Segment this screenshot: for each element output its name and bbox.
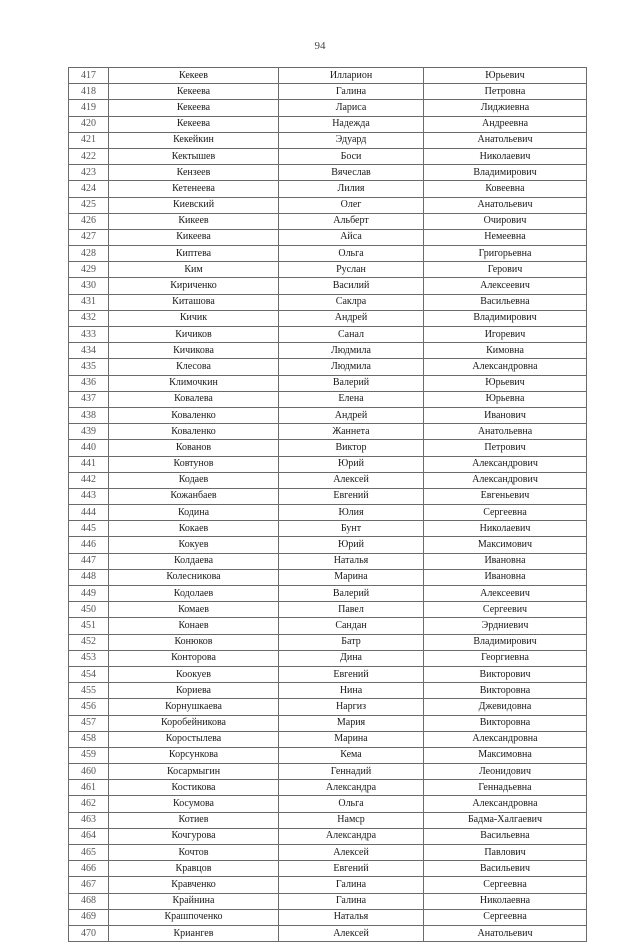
row-number: 419 bbox=[69, 100, 109, 116]
row-number: 420 bbox=[69, 116, 109, 132]
row-number: 462 bbox=[69, 796, 109, 812]
last-name: Котиев bbox=[109, 812, 279, 828]
table-row bbox=[69, 780, 587, 796]
last-name: Криангев bbox=[109, 925, 279, 941]
row-number: 427 bbox=[69, 229, 109, 245]
table-row bbox=[69, 569, 587, 585]
row-number: 465 bbox=[69, 845, 109, 861]
row-number: 449 bbox=[69, 586, 109, 602]
patronymic: Сергеевна bbox=[424, 505, 587, 521]
patronymic: Викторовна bbox=[424, 683, 587, 699]
row-number: 421 bbox=[69, 132, 109, 148]
patronymic: Викторовна bbox=[424, 715, 587, 731]
table-row bbox=[69, 553, 587, 569]
row-number: 435 bbox=[69, 359, 109, 375]
first-name: Василий bbox=[279, 278, 424, 294]
table-row bbox=[69, 812, 587, 828]
last-name: Кованов bbox=[109, 440, 279, 456]
first-name: Марина bbox=[279, 731, 424, 747]
last-name: Комаев bbox=[109, 602, 279, 618]
row-number: 461 bbox=[69, 780, 109, 796]
first-name: Людмила bbox=[279, 359, 424, 375]
patronymic: Николаевич bbox=[424, 521, 587, 537]
patronymic: Александрович bbox=[424, 456, 587, 472]
row-number: 450 bbox=[69, 602, 109, 618]
row-number: 468 bbox=[69, 893, 109, 909]
row-number: 436 bbox=[69, 375, 109, 391]
first-name: Наргиз bbox=[279, 699, 424, 715]
row-number: 457 bbox=[69, 715, 109, 731]
last-name: Корсункова bbox=[109, 747, 279, 763]
table-row bbox=[69, 197, 587, 213]
first-name: Надежда bbox=[279, 116, 424, 132]
patronymic: Юрьевич bbox=[424, 68, 587, 84]
first-name: Валерий bbox=[279, 586, 424, 602]
first-name: Санал bbox=[279, 327, 424, 343]
row-number: 469 bbox=[69, 909, 109, 925]
patronymic: Васильевич bbox=[424, 861, 587, 877]
patronymic: Григорьевна bbox=[424, 246, 587, 262]
last-name: Конюков bbox=[109, 634, 279, 650]
row-number: 422 bbox=[69, 148, 109, 164]
patronymic: Иванович bbox=[424, 407, 587, 423]
table-row bbox=[69, 407, 587, 423]
last-name: Колесникова bbox=[109, 569, 279, 585]
patronymic: Сергеевна bbox=[424, 909, 587, 925]
patronymic: Петрович bbox=[424, 440, 587, 456]
patronymic: Ковеевна bbox=[424, 181, 587, 197]
first-name: Руслан bbox=[279, 262, 424, 278]
first-name: Лариса bbox=[279, 100, 424, 116]
first-name: Галина bbox=[279, 893, 424, 909]
table-row bbox=[69, 796, 587, 812]
last-name: Кожанбаев bbox=[109, 488, 279, 504]
row-number: 447 bbox=[69, 553, 109, 569]
patronymic: Александровна bbox=[424, 359, 587, 375]
first-name: Андрей bbox=[279, 310, 424, 326]
last-name: Ковтунов bbox=[109, 456, 279, 472]
patronymic: Джевидовна bbox=[424, 699, 587, 715]
patronymic: Немеевна bbox=[424, 229, 587, 245]
table-row bbox=[69, 359, 587, 375]
patronymic: Владимирович bbox=[424, 165, 587, 181]
row-number: 432 bbox=[69, 310, 109, 326]
first-name: Галина bbox=[279, 877, 424, 893]
last-name: Кикеев bbox=[109, 213, 279, 229]
row-number: 429 bbox=[69, 262, 109, 278]
table-row bbox=[69, 165, 587, 181]
first-name: Жаннета bbox=[279, 424, 424, 440]
table-row bbox=[69, 424, 587, 440]
patronymic: Петровна bbox=[424, 84, 587, 100]
table-row bbox=[69, 537, 587, 553]
patronymic: Кимовна bbox=[424, 343, 587, 359]
table-row bbox=[69, 472, 587, 488]
table-row bbox=[69, 925, 587, 941]
last-name: Кориева bbox=[109, 683, 279, 699]
row-number: 431 bbox=[69, 294, 109, 310]
table-row bbox=[69, 828, 587, 844]
table-row bbox=[69, 666, 587, 682]
patronymic: Васильевна bbox=[424, 294, 587, 310]
first-name: Алексей bbox=[279, 472, 424, 488]
table-row bbox=[69, 391, 587, 407]
row-number: 425 bbox=[69, 197, 109, 213]
last-name: Кекейкин bbox=[109, 132, 279, 148]
patronymic: Викторович bbox=[424, 666, 587, 682]
roster-body bbox=[69, 68, 587, 942]
table-row bbox=[69, 602, 587, 618]
first-name: Павел bbox=[279, 602, 424, 618]
last-name: Крайнина bbox=[109, 893, 279, 909]
row-number: 454 bbox=[69, 666, 109, 682]
table-row bbox=[69, 310, 587, 326]
last-name: Кетенеева bbox=[109, 181, 279, 197]
table-row bbox=[69, 68, 587, 84]
last-name: Конаев bbox=[109, 618, 279, 634]
patronymic: Юрьевна bbox=[424, 391, 587, 407]
first-name: Юрий bbox=[279, 537, 424, 553]
table-row bbox=[69, 84, 587, 100]
patronymic: Лиджиевна bbox=[424, 100, 587, 116]
table-row bbox=[69, 505, 587, 521]
row-number: 460 bbox=[69, 764, 109, 780]
first-name: Вячеслав bbox=[279, 165, 424, 181]
last-name: Кочтов bbox=[109, 845, 279, 861]
first-name: Намср bbox=[279, 812, 424, 828]
row-number: 424 bbox=[69, 181, 109, 197]
table-row bbox=[69, 699, 587, 715]
table-row bbox=[69, 747, 587, 763]
first-name: Ольга bbox=[279, 246, 424, 262]
first-name: Илларион bbox=[279, 68, 424, 84]
page-number: 94 bbox=[314, 40, 326, 52]
first-name: Лилия bbox=[279, 181, 424, 197]
row-number: 443 bbox=[69, 488, 109, 504]
patronymic: Очирович bbox=[424, 213, 587, 229]
patronymic: Алексеевич bbox=[424, 586, 587, 602]
last-name: Кекеева bbox=[109, 100, 279, 116]
row-number: 466 bbox=[69, 861, 109, 877]
row-number: 437 bbox=[69, 391, 109, 407]
first-name: Алексей bbox=[279, 925, 424, 941]
table-row bbox=[69, 586, 587, 602]
last-name: Ким bbox=[109, 262, 279, 278]
last-name: Корнушкаева bbox=[109, 699, 279, 715]
table-row bbox=[69, 375, 587, 391]
first-name: Альберт bbox=[279, 213, 424, 229]
table-row bbox=[69, 488, 587, 504]
last-name: Кодина bbox=[109, 505, 279, 521]
patronymic: Анатольевич bbox=[424, 132, 587, 148]
last-name: Клесова bbox=[109, 359, 279, 375]
last-name: Коробейникова bbox=[109, 715, 279, 731]
table-row bbox=[69, 116, 587, 132]
last-name: Ковалева bbox=[109, 391, 279, 407]
first-name: Сандан bbox=[279, 618, 424, 634]
last-name: Кичик bbox=[109, 310, 279, 326]
patronymic: Леонидович bbox=[424, 764, 587, 780]
row-number: 453 bbox=[69, 650, 109, 666]
patronymic: Владимирович bbox=[424, 310, 587, 326]
patronymic: Андреевна bbox=[424, 116, 587, 132]
first-name: Юлия bbox=[279, 505, 424, 521]
table-row bbox=[69, 294, 587, 310]
row-number: 459 bbox=[69, 747, 109, 763]
last-name: Киевский bbox=[109, 197, 279, 213]
table-row bbox=[69, 229, 587, 245]
row-number: 458 bbox=[69, 731, 109, 747]
patronymic: Герович bbox=[424, 262, 587, 278]
patronymic: Александровна bbox=[424, 731, 587, 747]
patronymic: Александровна bbox=[424, 796, 587, 812]
row-number: 451 bbox=[69, 618, 109, 634]
table-row bbox=[69, 327, 587, 343]
roster-table bbox=[68, 67, 587, 942]
table-row bbox=[69, 861, 587, 877]
table-row bbox=[69, 650, 587, 666]
first-name: Ольга bbox=[279, 796, 424, 812]
last-name: Кекеева bbox=[109, 116, 279, 132]
first-name: Александра bbox=[279, 828, 424, 844]
patronymic: Максимовна bbox=[424, 747, 587, 763]
table-row bbox=[69, 521, 587, 537]
patronymic: Алексеевич bbox=[424, 278, 587, 294]
first-name: Юрий bbox=[279, 456, 424, 472]
patronymic: Сергеевич bbox=[424, 602, 587, 618]
last-name: Колдаева bbox=[109, 553, 279, 569]
table-row bbox=[69, 213, 587, 229]
patronymic: Юрьевич bbox=[424, 375, 587, 391]
first-name: Боси bbox=[279, 148, 424, 164]
first-name: Кема bbox=[279, 747, 424, 763]
table-row bbox=[69, 456, 587, 472]
patronymic: Ивановна bbox=[424, 569, 587, 585]
table-row bbox=[69, 893, 587, 909]
patronymic: Эрдниевич bbox=[424, 618, 587, 634]
table-row bbox=[69, 181, 587, 197]
row-number: 438 bbox=[69, 407, 109, 423]
table-row bbox=[69, 909, 587, 925]
first-name: Елена bbox=[279, 391, 424, 407]
last-name: Кичиков bbox=[109, 327, 279, 343]
table-row bbox=[69, 634, 587, 650]
last-name: Кодолаев bbox=[109, 586, 279, 602]
patronymic: Сергеевна bbox=[424, 877, 587, 893]
first-name: Людмила bbox=[279, 343, 424, 359]
patronymic: Геннадьевна bbox=[424, 780, 587, 796]
table-row bbox=[69, 440, 587, 456]
last-name: Косумова bbox=[109, 796, 279, 812]
table-row bbox=[69, 845, 587, 861]
first-name: Евгений bbox=[279, 488, 424, 504]
first-name: Наталья bbox=[279, 909, 424, 925]
last-name: Кензеев bbox=[109, 165, 279, 181]
patronymic: Анатольевич bbox=[424, 925, 587, 941]
last-name: Коокуев bbox=[109, 666, 279, 682]
table-row bbox=[69, 731, 587, 747]
row-number: 428 bbox=[69, 246, 109, 262]
row-number: 463 bbox=[69, 812, 109, 828]
patronymic: Ивановна bbox=[424, 553, 587, 569]
row-number: 418 bbox=[69, 84, 109, 100]
first-name: Эдуард bbox=[279, 132, 424, 148]
first-name: Виктор bbox=[279, 440, 424, 456]
patronymic: Николаевич bbox=[424, 148, 587, 164]
row-number: 464 bbox=[69, 828, 109, 844]
last-name: Кекеева bbox=[109, 84, 279, 100]
row-number: 452 bbox=[69, 634, 109, 650]
row-number: 440 bbox=[69, 440, 109, 456]
last-name: Кравченко bbox=[109, 877, 279, 893]
first-name: Евгений bbox=[279, 861, 424, 877]
row-number: 423 bbox=[69, 165, 109, 181]
table-row bbox=[69, 618, 587, 634]
last-name: Климочкин bbox=[109, 375, 279, 391]
row-number: 426 bbox=[69, 213, 109, 229]
patronymic: Анатольевна bbox=[424, 424, 587, 440]
first-name: Андрей bbox=[279, 407, 424, 423]
last-name: Коваленко bbox=[109, 407, 279, 423]
table-row bbox=[69, 764, 587, 780]
row-number: 448 bbox=[69, 569, 109, 585]
last-name: Конторова bbox=[109, 650, 279, 666]
patronymic: Бадма-Халгаевич bbox=[424, 812, 587, 828]
table-row bbox=[69, 148, 587, 164]
row-number: 455 bbox=[69, 683, 109, 699]
first-name: Александра bbox=[279, 780, 424, 796]
table-row bbox=[69, 683, 587, 699]
patronymic: Георгиевна bbox=[424, 650, 587, 666]
last-name: Кектышев bbox=[109, 148, 279, 164]
last-name: Кичикова bbox=[109, 343, 279, 359]
first-name: Бунт bbox=[279, 521, 424, 537]
patronymic: Евгеньевич bbox=[424, 488, 587, 504]
first-name: Валерий bbox=[279, 375, 424, 391]
row-number: 441 bbox=[69, 456, 109, 472]
row-number: 446 bbox=[69, 537, 109, 553]
last-name: Кокаев bbox=[109, 521, 279, 537]
last-name: Костикова bbox=[109, 780, 279, 796]
patronymic: Анатольевич bbox=[424, 197, 587, 213]
last-name: Кодаев bbox=[109, 472, 279, 488]
first-name: Галина bbox=[279, 84, 424, 100]
table-row bbox=[69, 100, 587, 116]
row-number: 467 bbox=[69, 877, 109, 893]
first-name: Саклра bbox=[279, 294, 424, 310]
row-number: 470 bbox=[69, 925, 109, 941]
first-name: Дина bbox=[279, 650, 424, 666]
last-name: Кекеев bbox=[109, 68, 279, 84]
row-number: 439 bbox=[69, 424, 109, 440]
patronymic: Владимирович bbox=[424, 634, 587, 650]
row-number: 442 bbox=[69, 472, 109, 488]
last-name: Кикеева bbox=[109, 229, 279, 245]
first-name: Батр bbox=[279, 634, 424, 650]
table-row bbox=[69, 246, 587, 262]
patronymic: Александрович bbox=[424, 472, 587, 488]
first-name: Наталья bbox=[279, 553, 424, 569]
first-name: Олег bbox=[279, 197, 424, 213]
row-number: 456 bbox=[69, 699, 109, 715]
last-name: Киптева bbox=[109, 246, 279, 262]
patronymic: Васильевна bbox=[424, 828, 587, 844]
patronymic: Николаевна bbox=[424, 893, 587, 909]
last-name: Крашпоченко bbox=[109, 909, 279, 925]
last-name: Коваленко bbox=[109, 424, 279, 440]
last-name: Косармыгин bbox=[109, 764, 279, 780]
patronymic: Максимович bbox=[424, 537, 587, 553]
table-row bbox=[69, 132, 587, 148]
last-name: Киташова bbox=[109, 294, 279, 310]
first-name: Алексей bbox=[279, 845, 424, 861]
last-name: Кириченко bbox=[109, 278, 279, 294]
table-row bbox=[69, 877, 587, 893]
row-number: 444 bbox=[69, 505, 109, 521]
row-number: 430 bbox=[69, 278, 109, 294]
row-number: 417 bbox=[69, 68, 109, 84]
last-name: Кокуев bbox=[109, 537, 279, 553]
row-number: 445 bbox=[69, 521, 109, 537]
table-row bbox=[69, 278, 587, 294]
table-row bbox=[69, 262, 587, 278]
first-name: Евгений bbox=[279, 666, 424, 682]
last-name: Кравцов bbox=[109, 861, 279, 877]
row-number: 433 bbox=[69, 327, 109, 343]
table-row bbox=[69, 343, 587, 359]
row-number: 434 bbox=[69, 343, 109, 359]
last-name: Кочгурова bbox=[109, 828, 279, 844]
patronymic: Игоревич bbox=[424, 327, 587, 343]
table-row bbox=[69, 715, 587, 731]
first-name: Нина bbox=[279, 683, 424, 699]
patronymic: Павлович bbox=[424, 845, 587, 861]
last-name: Коростылева bbox=[109, 731, 279, 747]
first-name: Мария bbox=[279, 715, 424, 731]
first-name: Айса bbox=[279, 229, 424, 245]
first-name: Марина bbox=[279, 569, 424, 585]
first-name: Геннадий bbox=[279, 764, 424, 780]
